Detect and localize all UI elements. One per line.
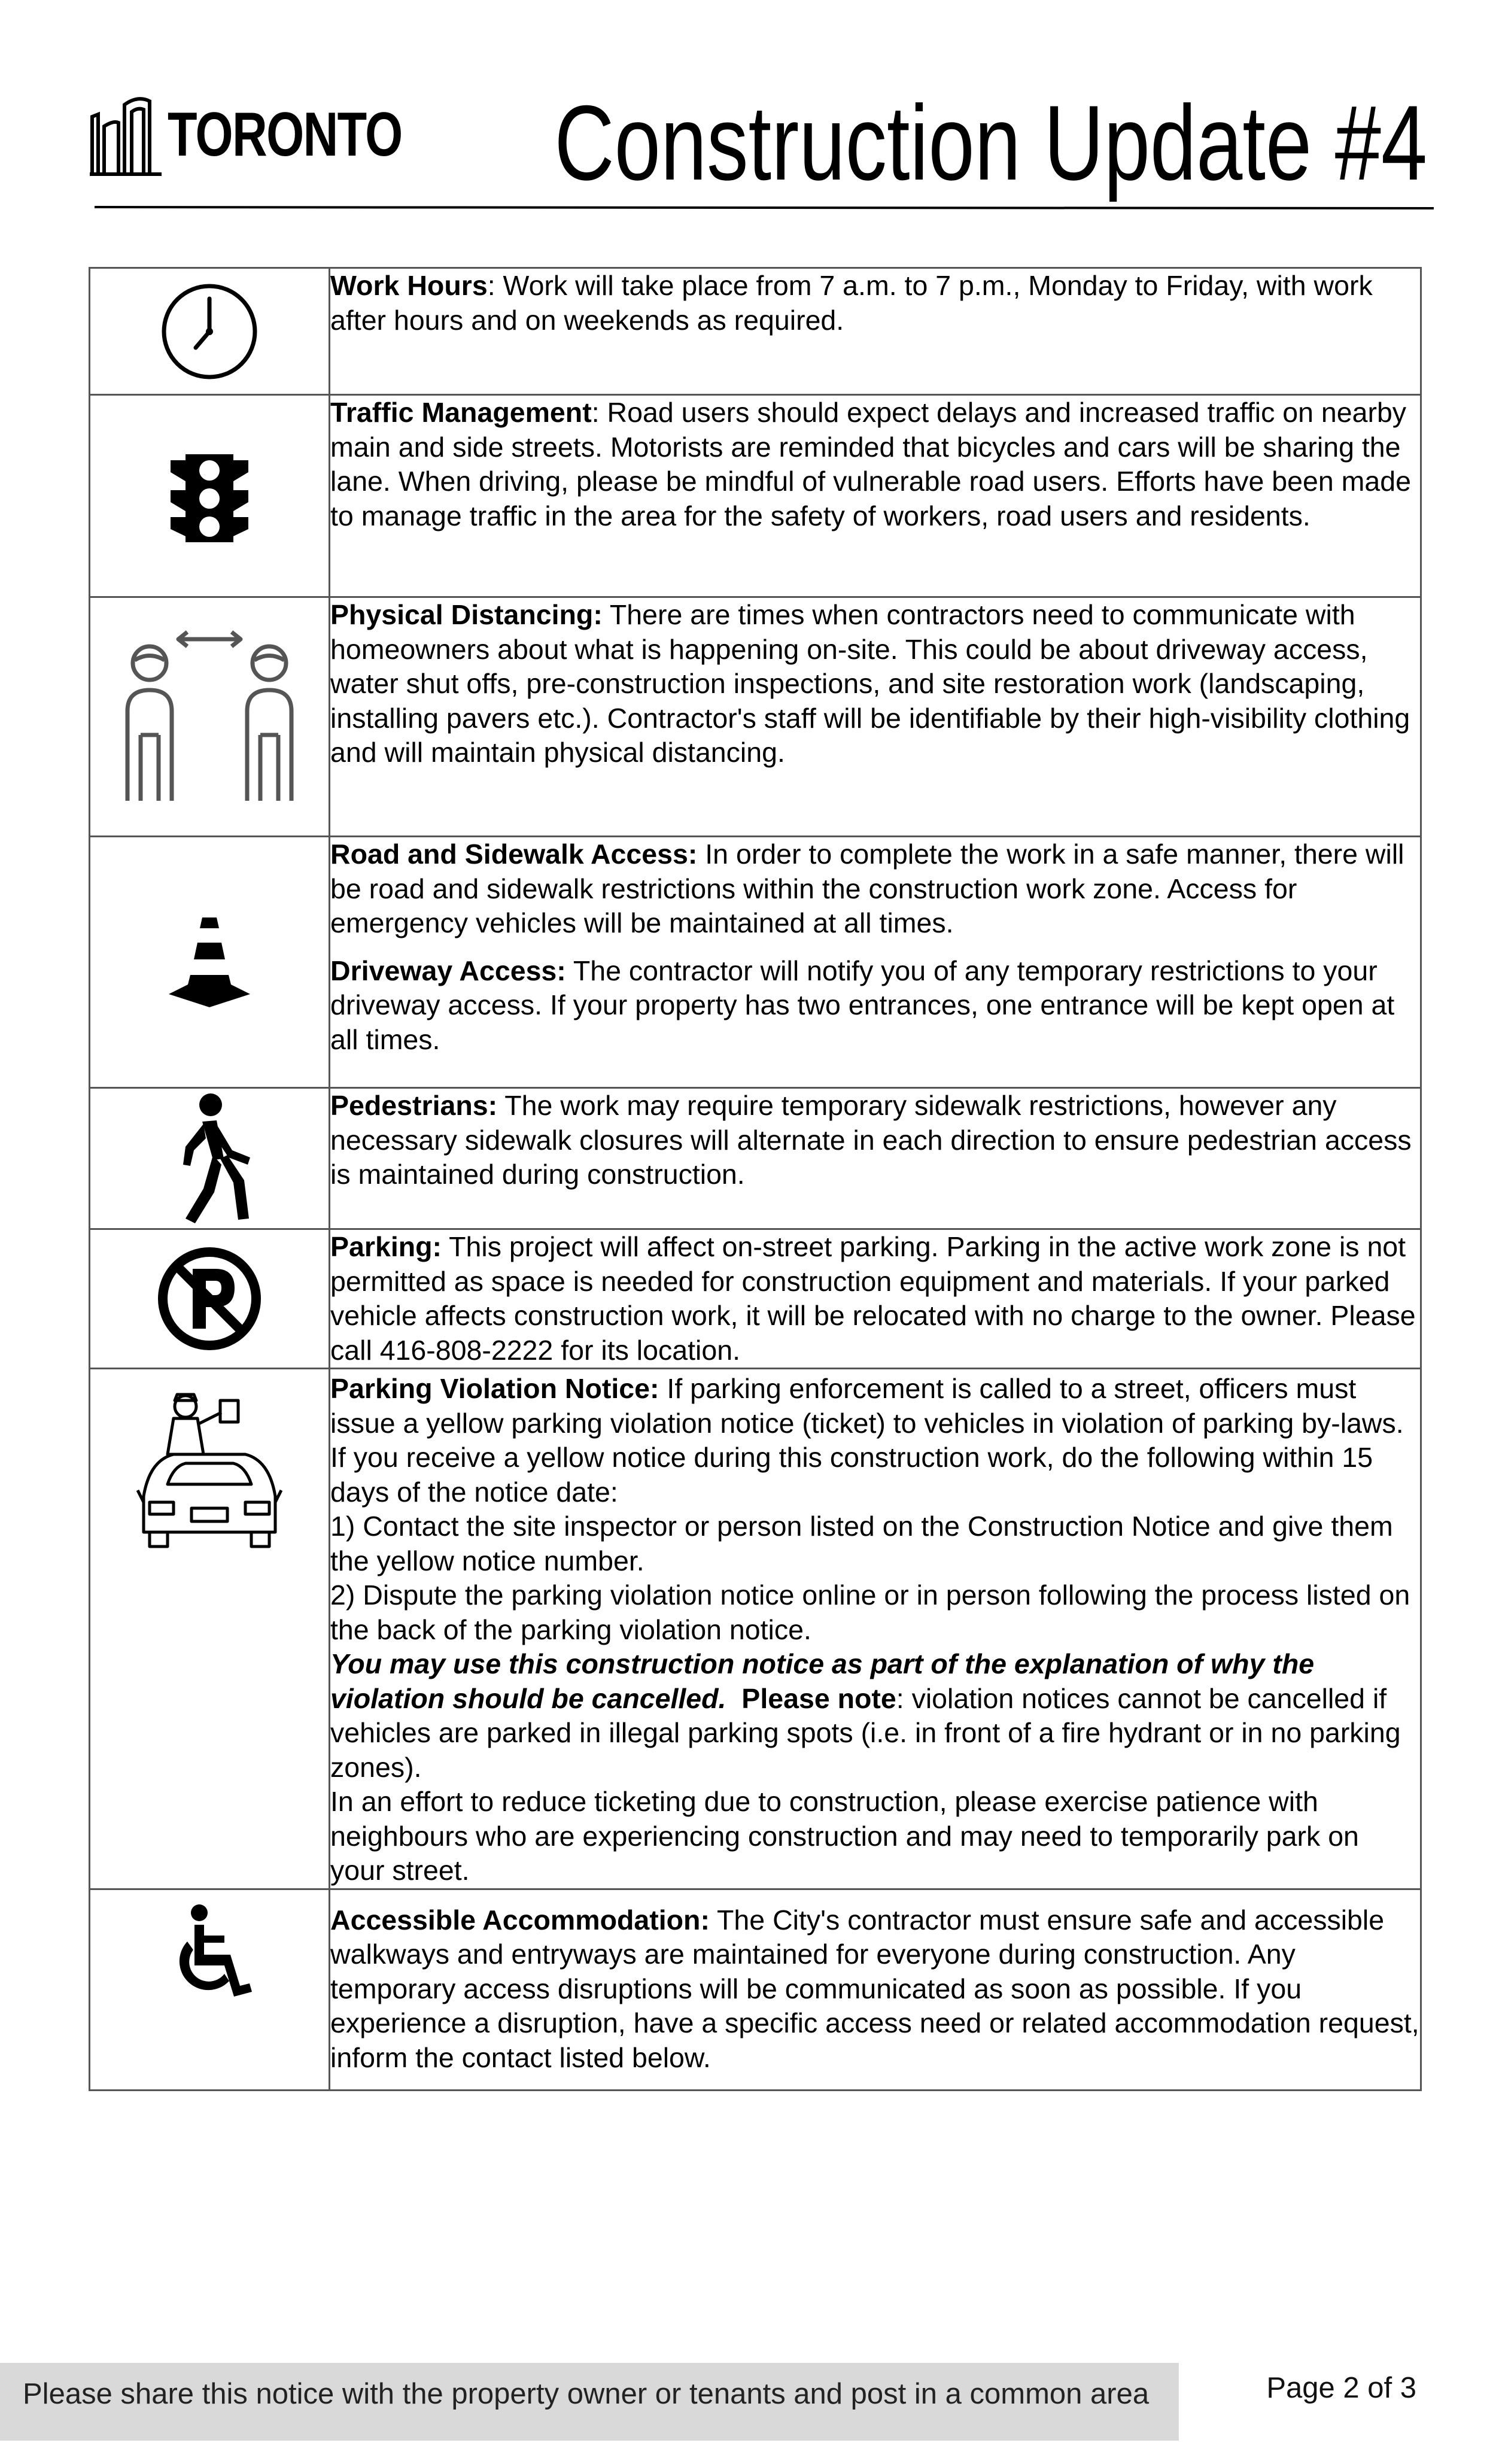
physical-distancing-label: Physical Distancing: <box>330 599 603 630</box>
table-row <box>90 268 1421 395</box>
accessible-accommodation-cell <box>330 1889 1421 2090</box>
road-sidewalk-access-label: Road and Sidewalk Access: <box>330 838 698 870</box>
icon-cell <box>90 268 330 395</box>
page-number: Page 2 of 3 <box>1266 2372 1416 2404</box>
toronto-logo <box>90 90 468 180</box>
icon-cell <box>90 1369 330 1889</box>
please-note-label: Please note <box>726 1682 896 1714</box>
footer-notice: Please share this notice with the property owner or tenants and post in a common area <box>23 2378 1150 2410</box>
logo-wordmark: TORONTO <box>168 100 402 169</box>
table-row <box>90 1889 1421 2090</box>
table-row <box>90 1229 1421 1369</box>
road-sidewalk-access-text: In order to complete the work in a safe manner, there will be road and sidewalk restrictions within the construction work zone. Access for emergency vehicles will be maintained at all times. <box>330 838 1404 938</box>
icon-cell <box>90 837 330 1088</box>
parking-violation-step2: 2) Dispute the parking violation notice online or in person following the process listed on the back of the parking violation notice. <box>330 1579 1410 1645</box>
parking-violation-closing: In an effort to reduce ticketing due to construction, please exercise patience with neighbours who are experiencing construction and may need to temporarily park on your street. <box>330 1786 1359 1886</box>
access-cell <box>330 837 1421 1088</box>
icon-cell <box>90 1088 330 1229</box>
table-row <box>90 395 1421 597</box>
table-row <box>90 1369 1421 1889</box>
physical-distancing-icon <box>117 627 302 807</box>
parking-text: This project will affect on-street parking. Parking in the active work zone is not permitted as space is needed for construction equipment and materials. If your parked vehicle affects construction work, it will be relocated with no charge to the owner. Please call 416-808-2222 for its location. <box>330 1231 1416 1366</box>
page-title: Construction Update #4 <box>554 83 1427 202</box>
table-row <box>90 597 1421 837</box>
traffic-light-icon <box>165 445 254 547</box>
icon-cell <box>90 1889 330 2090</box>
city-hall-icon <box>90 93 162 177</box>
accessible-accommodation-label: Accessible Accommodation: <box>330 1904 710 1936</box>
icon-cell <box>90 1229 330 1369</box>
header-divider <box>95 206 1434 209</box>
work-hours-cell <box>330 268 1421 395</box>
work-hours-text: : Work will take place from 7 a.m. to 7 p.m., Monday to Friday, with work after hours and on weekends as required. <box>330 270 1373 336</box>
no-parking-icon <box>156 1245 263 1353</box>
accessible-accommodation-text: The City's contractor must ensure safe and accessible walkways and entryways are maintained for everyone during construction. Any temporary access disruptions will be communicated as soon as possible. If you experience a disruption, have a specific access need or related accommodation request, inform the contact listed below. <box>330 1904 1419 2073</box>
table-row <box>90 1088 1421 1229</box>
traffic-management-label: Traffic Management <box>330 397 592 428</box>
parking-cell <box>330 1229 1421 1369</box>
physical-distancing-cell <box>330 597 1421 837</box>
traffic-management-cell <box>330 395 1421 597</box>
parking-label: Parking: <box>330 1231 442 1262</box>
pedestrians-label: Pedestrians: <box>330 1090 498 1121</box>
please-note-text: : violation notices cannot be cancelled if vehicles are parked in illegal parking spots (i.e. in front of a fire hydrant or in no parking zones). <box>330 1682 1401 1783</box>
traffic-management-text: : Road users should expect delays and increased traffic on nearby main and side streets. Motorists are reminded that bicycles and cars will be sharing the lane. When driving, please be mindful of vulnerable road users. Efforts have been made to manage traffic in the area for the safety of workers, road users and residents. <box>330 397 1411 531</box>
traffic-cone-icon <box>168 917 251 1007</box>
parking-violation-cell <box>330 1369 1421 1889</box>
accessibility-icon <box>165 1903 254 1999</box>
table-row <box>90 837 1421 1088</box>
driveway-access-text: The contractor will notify you of any temporary restrictions to your driveway access. If your property has two entrances, one entrance will be kept open at all times. <box>330 955 1395 1055</box>
pedestrians-text: The work may require temporary sidewalk restrictions, however any necessary sidewalk closures will alternate in each direction to ensure pedestrian access is maintained during construction. <box>330 1090 1412 1190</box>
parking-ticket-icon <box>126 1383 293 1550</box>
parking-violation-emphasis: You may use this construction notice as part of the explanation of why the violation should be cancelled. <box>330 1648 1315 1714</box>
physical-distancing-text: There are times when contractors need to communicate with homeowners about what is happening on-site. This could be about driveway access, water shut offs, pre-construction inspections, and site restoration work (landscaping, installing pavers etc.). Contractor's staff will be identifiable by their high-visibility clothing and will maintain physical distancing. <box>330 599 1410 768</box>
info-table <box>89 267 1422 2091</box>
parking-violation-intro: If parking enforcement is called to a street, officers must issue a yellow parking violation notice (ticket) to vehicles in violation of parking by-laws. If you receive a yellow notice during this construction work, do the following within 15 days of the notice date: <box>330 1373 1404 1508</box>
driveway-access-label: Driveway Access: <box>330 955 566 986</box>
pedestrian-icon <box>162 1093 257 1225</box>
parking-violation-label: Parking Violation Notice: <box>330 1373 659 1404</box>
parking-violation-step1: 1) Contact the site inspector or person listed on the Construction Notice and give them the yellow notice number. <box>330 1511 1393 1576</box>
icon-cell <box>90 395 330 597</box>
clock-icon <box>159 281 260 382</box>
pedestrians-cell <box>330 1088 1421 1229</box>
work-hours-label: Work Hours <box>330 270 488 301</box>
icon-cell <box>90 597 330 837</box>
